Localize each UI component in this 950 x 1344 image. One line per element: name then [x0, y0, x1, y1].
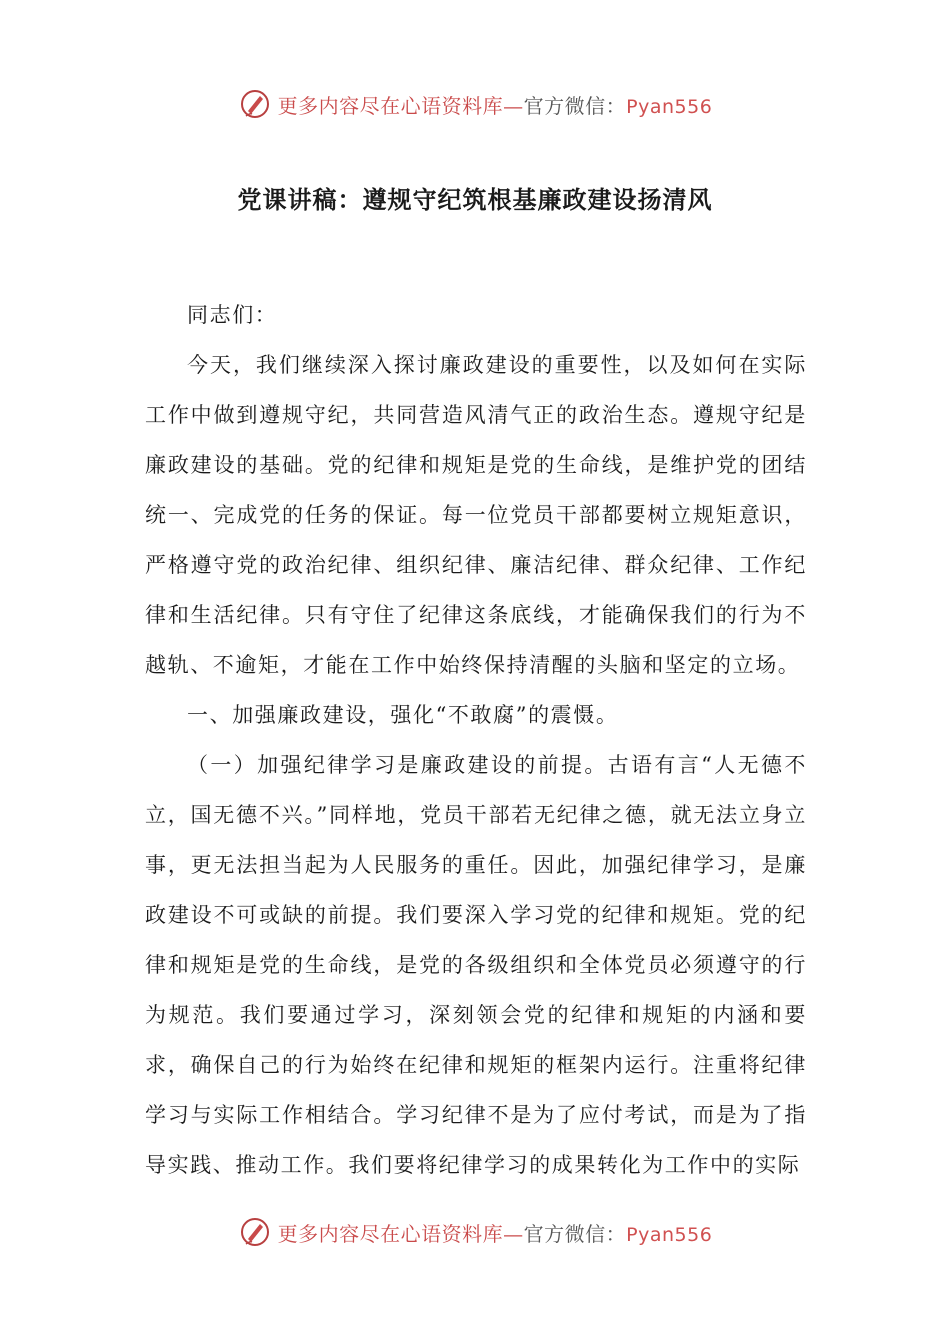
- banner-text: [278, 90, 713, 119]
- header-banner: [0, 84, 950, 124]
- pen-logo-icon: [238, 1215, 272, 1249]
- banner-wechat-label: 官方微信：: [523, 1221, 627, 1246]
- paragraph: 一、加强廉政建设，强化“不敢腐”的震慑。: [187, 703, 619, 727]
- paragraph: （一）加强纪律学习是廉政建设的前提。古语有言“人无德不立，国无德不兴。”同样地，党员干部若无纪律之德，就无法立身立事，更无法担当起为人民服务的重任。因此，加强纪律学习，是廉政建设不可或缺的前提。我们要深入学习党的纪律和规矩。党的纪律和规矩是党的生命线，是党的各级组织和全体党员必须遵守的行为规范。我们要通过学习，深刻领会党的纪律和规矩的内涵和要求，确保自己的行为始终在纪律和规矩的框架内运行。注重将纪律学习与实际工作相结合。学习纪律不是为了应付考试，而是为了指导实践、推动工作。我们要将纪律学习的成果转化为工作中的实际: [145, 753, 807, 1177]
- banner-wechat-id: Pyan556: [626, 1223, 713, 1246]
- footer-banner: [0, 1212, 950, 1252]
- paragraph: 今天，我们继续深入探讨廉政建设的重要性，以及如何在实际工作中做到遵规守纪，共同营造风清气正的政治生态。遵规守纪是廉政建设的基础。党的纪律和规矩是党的生命线，是维护党的团结统一、完成党的任务的保证。每一位党员干部都要树立规矩意识，严格遵守党的政治纪律、组织纪律、廉洁纪律、群众纪律、工作纪律和生活纪律。只有守住了纪律这条底线，才能确保我们的行为不越轨、不逾矩，才能在工作中始终保持清醒的头脑和坚定的立场。: [145, 353, 807, 677]
- banner-main-text: 更多内容尽在心语资料库—: [277, 93, 524, 118]
- banner-wechat-id: Pyan556: [626, 95, 713, 118]
- banner-main-text: 更多内容尽在心语资料库—: [277, 1221, 524, 1246]
- document-title: 党课讲稿：遵规守纪筑根基廉政建设扬清风: [237, 186, 713, 214]
- paragraph: 同志们：: [187, 303, 278, 327]
- pen-logo-icon: [238, 87, 272, 121]
- banner-text: [278, 1218, 713, 1247]
- document-body: [145, 290, 807, 1190]
- banner-wechat-label: 官方微信：: [523, 93, 627, 118]
